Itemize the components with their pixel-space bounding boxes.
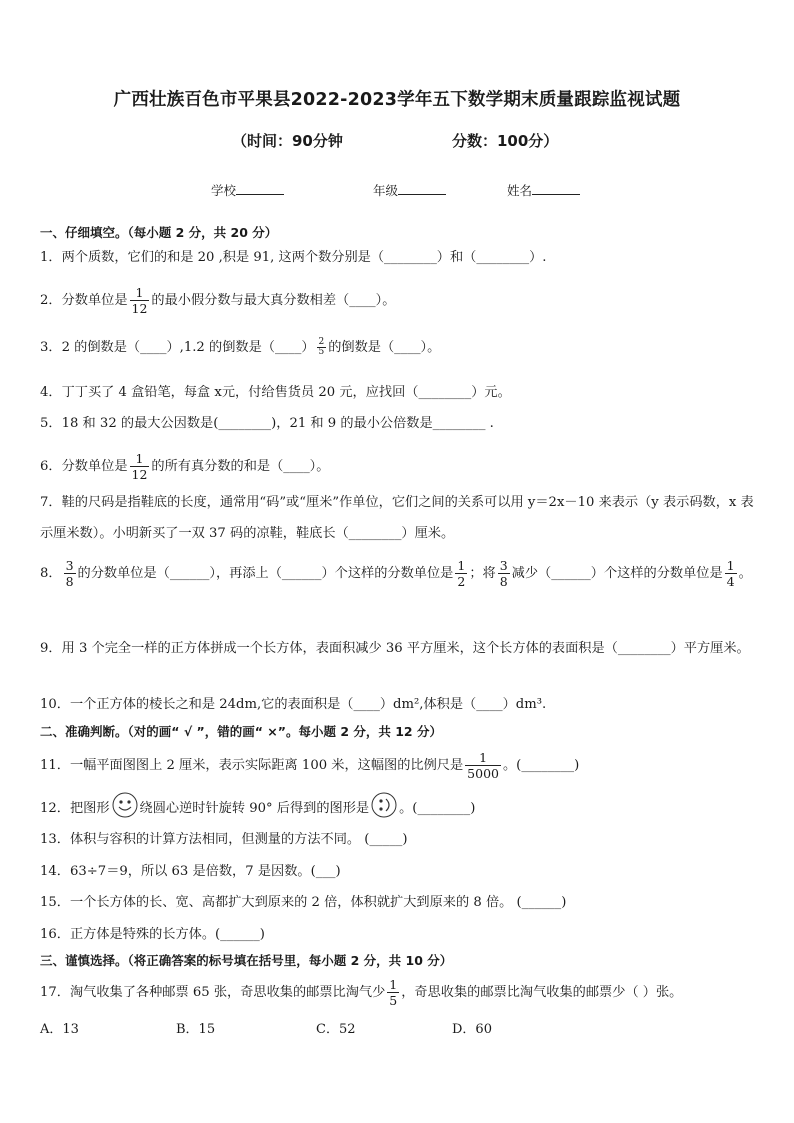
fraction: $\frac{3}{8}$ [65,558,74,589]
question-17-text-a: 17．淘气收集了各种邮票 65 张，奇思收集的邮票比淘气少 [40,985,386,1000]
question-3-text-b: 的倒数是（____）。 [328,340,441,355]
school-field [211,181,284,199]
fraction: $\frac{1}{5000}$ [467,750,499,781]
question-13: 13．体积与容积的计算方法相同，但测量的方法不同。 (_____) [40,832,408,847]
question-12-text-b: 绕圆心逆时针旋转 90° 后得到的图形是 [139,801,370,816]
choice-c[interactable]: C．52 [316,1022,356,1037]
choice-b[interactable]: B．15 [176,1022,216,1037]
question-8-text-d: 减少（______）个这样的分数单位是 [511,566,723,581]
fraction: $\frac{3}{8}$ [499,558,508,589]
smiley-face-icon [112,792,138,825]
name-label: 姓名 [507,183,533,198]
exam-title: 广西壮族百色市平果县2022-2023学年五下数学期末质量跟踪监视试题 [113,90,681,110]
question-10: 10．一个正方体的棱长之和是 24dm,它的表面积是（____）dm²,体积是（____）dm³. [40,697,547,712]
question-15: 15．一个长方体的长、宽、高都扩大到原来的 2 倍，体积就扩大到原来的 8 倍。 (______) [40,895,567,910]
question-6 [40,451,760,482]
question-8-text-e: 。 [738,566,752,581]
question-16: 16．正方体是特殊的长方体。(______) [40,927,265,942]
question-14: 14．63÷7＝9，所以 63 是倍数，7 是因数。(___) [40,864,341,879]
fraction: $\frac{1}{5}$ [389,977,398,1008]
grade-label: 年级 [373,183,399,198]
fraction: $\frac{1}{4}$ [726,558,735,589]
question-3-text-a: 3．2 的倒数是（____）,1.2 的倒数是（____） [40,340,315,355]
question-2 [40,285,760,316]
question-3 [40,338,760,358]
section-2-heading: 二、准确判断。（对的画“ √ ”，错的画“ ×”。每小题 2 分，共 12 分） [40,724,442,739]
question-12-text-a: 12．把图形 [40,801,110,816]
choice-d[interactable]: D．60 [452,1022,492,1037]
question-2-text-b: 的最小假分数与最大真分数相差（____）。 [151,293,396,308]
question-6-text-a: 6．分数单位是 [40,459,128,474]
school-label: 学校 [211,183,237,198]
question-12-text-c: 。(________) [399,801,476,816]
section-3-heading: 三、谨慎选择。（将正确答案的标号填在括号里，每小题 2 分，共 10 分） [40,953,453,968]
question-1: 1．两个质数，它们的和是 20 ,积是 91, 这两个数分别是（________）和（________）. [40,250,547,265]
fraction: $\frac{1}{12}$ [131,285,148,316]
question-8-text-b: 的分数单位是（______），再添上（______）个这样的分数单位是 [77,566,454,581]
question-9: 9．用 3 个完全一样的正方体拼成一个长方体，表面积减少 36 平方厘米，这个长方体的表面积是（________）平方厘米。 [40,641,750,656]
school-blank[interactable] [236,182,284,195]
question-7: 7．鞋的尺码是指鞋底的长度，通常用“码”或“厘米”作单位，它们之间的关系可以用 y＝2x－10 来表示（y 表示码数，x 表示厘米数）。小明新买了一双 37 码的凉鞋，鞋底长（________）厘米。 [40,495,754,541]
question-6-text-b: 的所有真分数的和是（____）。 [151,459,330,474]
question-11-text-b: 。(________) [502,758,580,773]
fraction: $\frac{2}{5}$ [318,337,325,357]
fraction: $\frac{1}{2}$ [457,558,466,589]
fraction: $\frac{1}{12}$ [131,451,148,482]
question-2-text-a: 2．分数单位是 [40,293,128,308]
question-8-text-a: 8． [40,566,62,581]
question-8-text-c: ；将 [469,566,496,581]
question-4: 4．丁丁买了 4 盒铅笔，每盒 x元，付给售货员 20 元，应找回（________）元。 [40,385,511,400]
time-info: （时间：90分钟 [232,132,343,150]
grade-field [373,181,446,199]
section-1-heading: 一、仔细填空。（每小题 2 分，共 20 分） [40,225,278,240]
grade-blank[interactable] [398,182,446,195]
name-field [507,181,580,199]
rotated-face-icon [371,792,397,825]
choice-a[interactable]: A．13 [40,1022,79,1037]
question-17 [40,977,760,1008]
question-11 [40,750,760,781]
name-blank[interactable] [532,182,580,195]
score-info: 分数：100分） [452,132,559,150]
question-17-text-b: ，奇思收集的邮票比淘气收集的邮票少（ ）张。 [401,985,683,1000]
question-8 [40,553,760,595]
question-11-text-a: 11．一幅平面图图上 2 厘米，表示实际距离 100 米，这幅图的比例尺是 [40,758,464,773]
question-5: 5．18 和 32 的最大公因数是(________)，21 和 9 的最小公倍数是________ . [40,416,494,431]
question-12 [40,792,760,825]
